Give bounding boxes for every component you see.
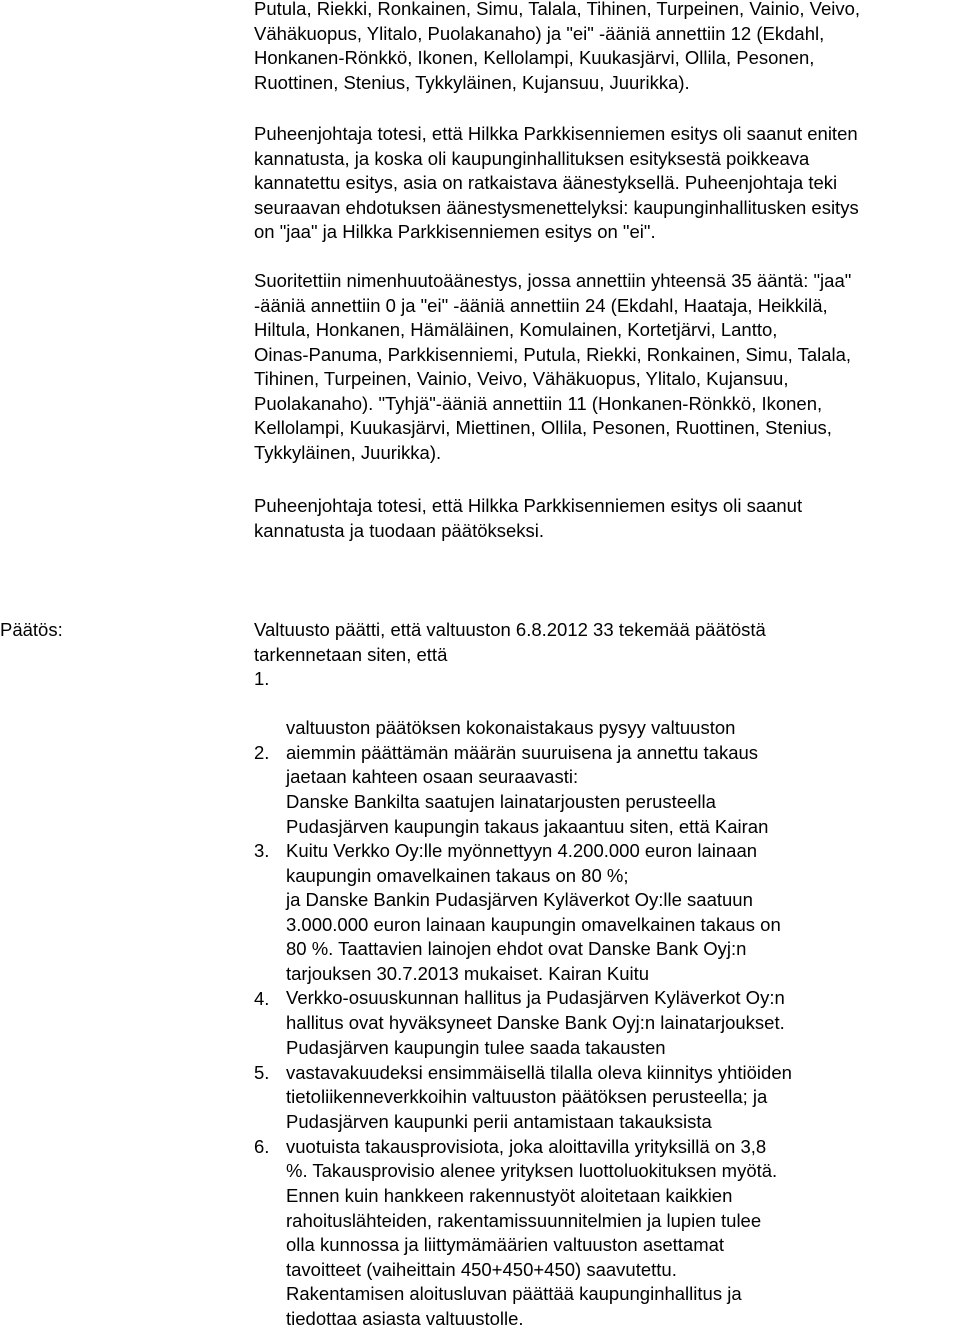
list-item-number: 2. bbox=[254, 742, 270, 763]
list-item bbox=[254, 987, 954, 1107]
list-item-number: 4. bbox=[254, 988, 270, 1009]
list-item-number: 1. bbox=[254, 668, 270, 689]
list-item-text: Pudasjärven kaupungin tulee saada takausten vastavakuudeksi ensimmäisellä tilalla oleva kiinnitys yhtiöiden tietoliikenneverkkoihin valtuuston päätöksen perusteella; ja bbox=[286, 1037, 792, 1107]
list-item bbox=[254, 741, 954, 886]
list-item bbox=[254, 667, 954, 787]
list-item-text: ja Danske Bankin Pudasjärven Kyläverkot Oy:lle saatuun 3.000.000 euron lainaan kaupungin omavelkainen takaus on 80 %. Taattavien lainojen ehdot ovat Danske Bank Oyj:n tarjouksen 30.7.2013 mukaiset. Kairan Kuitu Verkko-osuuskunnan hallitus ja Pudasjärven Kyläverkot Oy:n hallitus ovat hyväksyneet Danske Bank Oyj:n lainatarjoukset. bbox=[286, 889, 785, 1033]
list-item bbox=[254, 1061, 954, 1181]
list-item-text: Ennen kuin hankkeen rakennustyöt aloitetaan kaikkien rahoituslähteiden, rakentamissuunnitelmien ja lupien tulee olla kunnossa ja liittymämäärien valtuuston asettamat tavoitteet (vaiheittain 450+450+450) saavutettu. Rakentamisen aloitusluvan päättää kaupunginhallitus ja tiedottaa asiasta valtuustolle. bbox=[286, 1185, 762, 1329]
paragraph-roll-call-vote: Suoritettiin nimenhuutoäänestys, jossa annettiin yhteensä 35 ääntä: "jaa" -ääniä annettiin 0 ja "ei" -ääniä annettiin 24 (Ekdahl, Haataja, Heikkilä, Hiltula, Honkanen, Hämäläinen, Komulainen, Kortetjärvi, Lantto, Oinas-Panuma, Parkkisenniemi, Putula, Riekki, Ronkainen, Simu, Talala, Tihinen, Turpeinen, Vainio, Veivo, Vähäkuopus, Ylitalo, Kujansuu, Puolakanaho). "Tyhjä"-ääniä annettiin 11 (Honkanen-Rönkkö, Ikonen, Kellolampi, Kuukasjärvi, Miettinen, Ollila, Pesonen, Ruottinen, Stenius, Tykkyläinen, Juurikka). bbox=[254, 270, 852, 463]
list-item-number: 5. bbox=[254, 1062, 270, 1083]
list-item-text: Danske Bankilta saatujen lainatarjousten perusteella Pudasjärven kaupungin takaus jakaantuu siten, että Kairan Kuitu Verkko Oy:lle myönnettyyn 4.200.000 euron lainaan kaupungin omavelkainen takaus on 80 %; bbox=[286, 791, 769, 886]
decision-intro: Valtuusto päätti, että valtuuston 6.8.2012 33 tekemää päätöstä tarkennetaan siten, että bbox=[254, 619, 766, 665]
paragraph-vote-results-continued: Putula, Riekki, Ronkainen, Simu, Talala, Tihinen, Turpeinen, Vainio, Veivo, Vähäkuopus, Ylitalo, Puolakanaho) ja "ei" -ääniä annettiin 12 (Ekdahl, Honkanen-Rönkkö, Ikonen, Kellolampi, Kuukasjärvi, Ollila, Pesonen, Ruottinen, Stenius, Tykkyläinen, Kujansuu, Juurikka). bbox=[254, 0, 861, 93]
decision-list bbox=[254, 667, 954, 1331]
list-item bbox=[254, 1135, 954, 1331]
list-item-number: 3. bbox=[254, 840, 270, 861]
paragraph-chair-statement: Puheenjohtaja totesi, että Hilkka Parkkisenniemen esitys oli saanut eniten kannatusta, ja koska oli kaupunginhallituksen esityksestä poikkeava kannatettu esitys, asia on ratkaistava äänestyksellä. Puheenjohtaja teki seuraavan ehdotuksen äänestysmenettelyksi: kaupunginhallitusken esitys on "jaa" ja Hilkka Parkkisenniemen esitys on "ei". bbox=[254, 123, 859, 242]
decision-label: Päätös: bbox=[0, 619, 63, 640]
paragraph-chair-conclusion: Puheenjohtaja totesi, että Hilkka Parkkisenniemen esitys oli saanut kannatusta ja tuodaan päätökseksi. bbox=[254, 495, 803, 541]
list-item-number: 6. bbox=[254, 1136, 270, 1157]
list-item-text: Pudasjärven kaupunki perii antamistaan takauksista vuotuista takausprovisiota, joka aloittavilla yrityksillä on 3,8 %. Takausprovisio alenee yrityksen luottoluokituksen myötä. bbox=[286, 1111, 778, 1181]
list-item-text: valtuuston päätöksen kokonaistakaus pysyy valtuuston aiemmin päättämän määrän suuruisena ja annettu takaus jaetaan kahteen osaan seuraavasti: bbox=[286, 717, 759, 787]
list-item bbox=[254, 839, 954, 1033]
